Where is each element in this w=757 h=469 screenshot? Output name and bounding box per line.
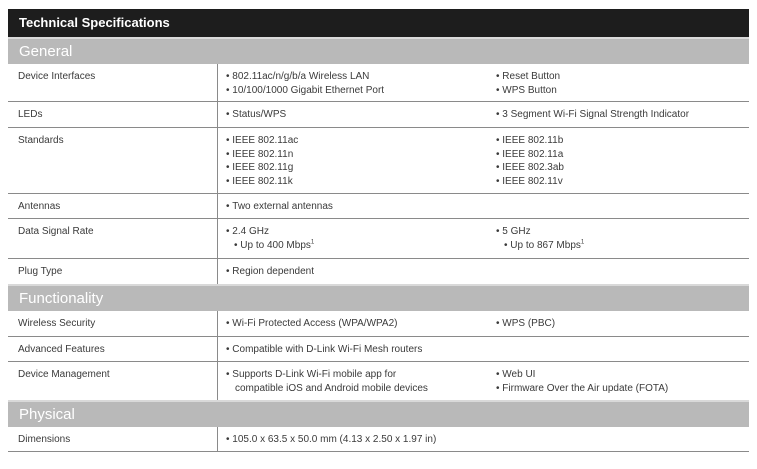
list-item: • Compatible with D-Link Wi-Fi Mesh routers: [226, 343, 488, 357]
value-col-1: [218, 194, 488, 218]
section-general: General: [8, 37, 749, 64]
footnote-marker: 1: [580, 239, 585, 246]
value-col-1: [218, 102, 488, 127]
value-col-2: [488, 64, 749, 101]
row-advanced-features: [8, 337, 749, 362]
list-item: • Wi-Fi Protected Access (WPA/WPA2): [226, 317, 488, 331]
row-label: Standards: [8, 128, 218, 193]
list-item: • Firmware Over the Air update (FOTA): [496, 382, 749, 396]
section-functionality: Functionality: [8, 284, 749, 311]
row-label: Wireless Security: [8, 311, 218, 336]
row-label: Plug Type: [8, 259, 218, 284]
list-item: • Region dependent: [226, 265, 488, 279]
row-dimensions: [8, 427, 749, 452]
value-col-2: [488, 311, 749, 336]
value-col-1: [218, 362, 488, 400]
list-item: • IEEE 802.11b: [496, 134, 749, 148]
list-subitem: [496, 239, 749, 253]
list-item: • Web UI: [496, 368, 749, 382]
footnote-marker: 1: [310, 239, 315, 246]
list-item: • 10/100/1000 Gigabit Ethernet Port: [226, 84, 488, 98]
rate-value: Up to 400 Mbps: [240, 239, 311, 251]
list-item: • 2.4 GHz: [226, 225, 488, 239]
row-standards: [8, 128, 749, 194]
list-item: • 105.0 x 63.5 x 50.0 mm (4.13 x 2.50 x 1.97 in): [226, 433, 618, 447]
list-item: • IEEE 802.11k: [226, 175, 488, 189]
list-item: • Status/WPS: [226, 108, 488, 122]
list-subitem: [226, 239, 488, 253]
list-item-continuation: compatible iOS and Android mobile devices: [235, 382, 428, 394]
row-data-signal-rate: [8, 219, 749, 259]
value-col-1: [218, 128, 488, 193]
list-item: • IEEE 802.11g: [226, 161, 488, 175]
list-item: • 5 GHz: [496, 225, 749, 239]
section-physical: Physical: [8, 400, 749, 427]
value-col-1: [218, 64, 488, 101]
list-item: • Two external antennas: [226, 200, 488, 214]
list-item: • Supports D-Link Wi-Fi mobile app for: [226, 368, 488, 382]
list-item: • WPS (PBC): [496, 317, 749, 331]
value-col-2: [488, 219, 749, 258]
row-label: Device Management: [8, 362, 218, 400]
row-label: LEDs: [8, 102, 218, 127]
spec-table: [8, 9, 749, 452]
row-device-management: [8, 362, 749, 400]
value-col-2: [488, 362, 749, 400]
table-title: Technical Specifications: [8, 9, 749, 37]
value-col-1: [218, 259, 488, 284]
list-item: • Reset Button: [496, 70, 749, 84]
list-item: • WPS Button: [496, 84, 749, 98]
list-item: • IEEE 802.11a: [496, 148, 749, 162]
row-leds: [8, 102, 749, 128]
value-col-1: [218, 311, 488, 336]
row-plug-type: [8, 259, 749, 284]
row-device-interfaces: [8, 64, 749, 102]
row-antennas: [8, 194, 749, 219]
row-label: Antennas: [8, 194, 218, 218]
list-item: • 802.11ac/n/g/b/a Wireless LAN: [226, 70, 488, 84]
list-item: • IEEE 802.11v: [496, 175, 749, 189]
value-col-1: [218, 219, 488, 258]
rate-value: Up to 867 Mbps: [510, 239, 581, 251]
value-col-2: [488, 128, 749, 193]
row-label: Device Interfaces: [8, 64, 218, 101]
value-col-1: [218, 337, 488, 361]
value-col-2: [488, 102, 749, 127]
row-label: Advanced Features: [8, 337, 218, 361]
list-item: • IEEE 802.3ab: [496, 161, 749, 175]
list-item: • IEEE 802.11ac: [226, 134, 488, 148]
row-wireless-security: [8, 311, 749, 337]
value-col-1: [218, 427, 618, 451]
row-label: Data Signal Rate: [8, 219, 218, 258]
list-item: • 3 Segment Wi-Fi Signal Strength Indicator: [496, 108, 749, 122]
row-label: Dimensions: [8, 427, 218, 451]
list-item: • IEEE 802.11n: [226, 148, 488, 162]
